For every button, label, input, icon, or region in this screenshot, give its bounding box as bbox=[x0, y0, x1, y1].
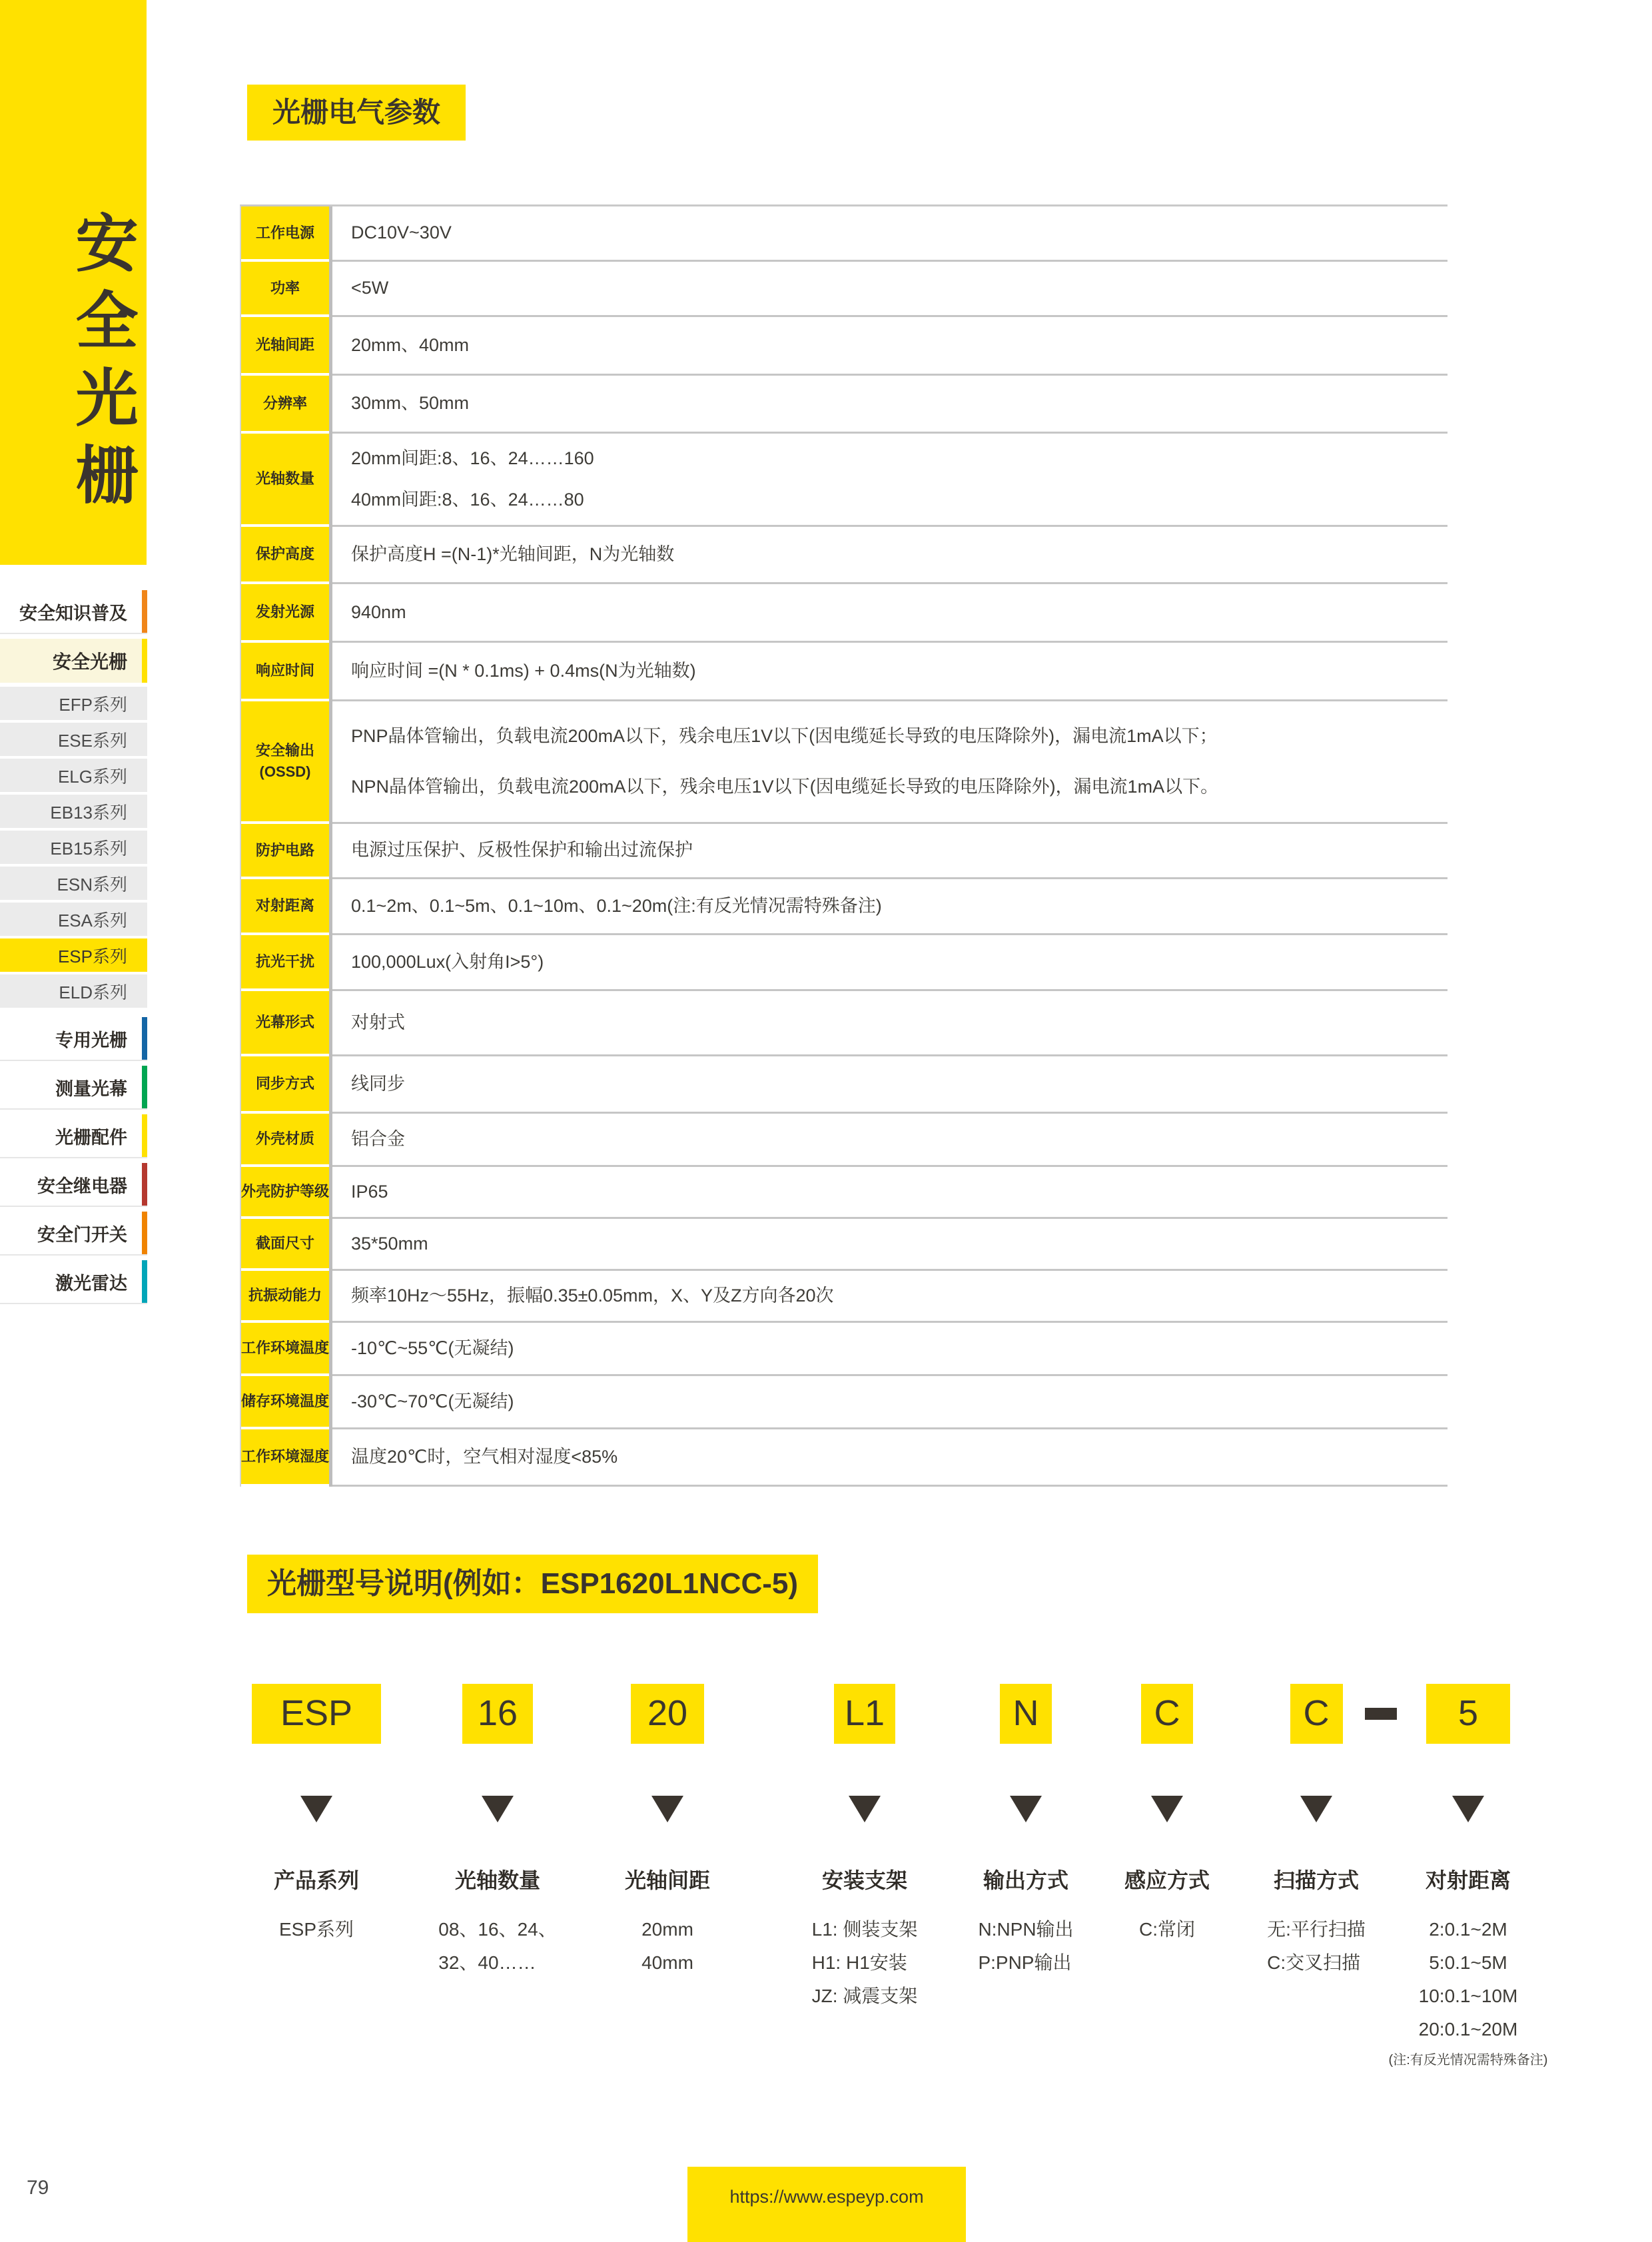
param-label: 功率 bbox=[241, 262, 329, 317]
model-column-sensing bbox=[1080, 1684, 1254, 1946]
sidebar-item-label: EB15系列 bbox=[50, 838, 127, 859]
param-label: 光幕形式 bbox=[241, 991, 329, 1056]
model-code-box: C bbox=[1290, 1684, 1343, 1744]
param-label: 分辨率 bbox=[241, 376, 329, 434]
param-label: 发射光源 bbox=[241, 584, 329, 643]
model-column-beam-pitch bbox=[581, 1684, 754, 1980]
model-column-note: (注:有反光情况需特殊备注) bbox=[1388, 2053, 1548, 2067]
param-label: 防护电路 bbox=[241, 824, 329, 879]
table-row bbox=[241, 1219, 1447, 1271]
param-value: DC10V~30V bbox=[332, 206, 1447, 262]
sidebar-nav bbox=[0, 590, 147, 1309]
param-value: 20mm、40mm bbox=[332, 317, 1447, 376]
nav-color-bar bbox=[142, 1066, 147, 1108]
table-row bbox=[241, 527, 1447, 584]
table-row bbox=[241, 1271, 1447, 1323]
sidebar-item-label: 安全继电器 bbox=[37, 1176, 127, 1196]
table-row bbox=[241, 1429, 1447, 1487]
sidebar-item-laser-radar[interactable] bbox=[0, 1260, 147, 1303]
section-title-model-explanation: 光栅型号说明(例如：ESP1620L1NCC-5) bbox=[247, 1555, 818, 1613]
sidebar-item-label: ELG系列 bbox=[57, 766, 127, 787]
sidebar-item-efp-series[interactable] bbox=[0, 687, 147, 720]
sidebar-item-label: 安全知识普及 bbox=[19, 603, 127, 623]
table-row bbox=[241, 1056, 1447, 1114]
model-column-desc: 20mm 40mm bbox=[641, 1919, 693, 1973]
page-number: 79 bbox=[27, 2177, 49, 2199]
param-value: 0.1~2m、0.1~5m、0.1~10m、0.1~20m(注:有反光情况需特殊备注) bbox=[332, 879, 1447, 935]
model-column-desc: N:NPN输出 P:PNP输出 bbox=[978, 1919, 1074, 1973]
param-label: 对射距离 bbox=[241, 879, 329, 935]
param-label: 抗振动能力 bbox=[241, 1271, 329, 1323]
model-code-box: C bbox=[1141, 1684, 1193, 1744]
model-column-label: 光轴间距 bbox=[624, 1868, 710, 1892]
sidebar-item-esp-series-active[interactable] bbox=[0, 938, 147, 972]
section-title-electrical-params: 光栅电气参数 bbox=[247, 85, 466, 141]
param-label: 外壳防护等级 bbox=[241, 1167, 329, 1219]
model-column-desc: 08、16、24、 32、40…… bbox=[438, 1919, 557, 1973]
sidebar-item-label: 安全门开关 bbox=[37, 1224, 127, 1245]
model-code-box: N bbox=[1000, 1684, 1052, 1744]
table-column-divider bbox=[329, 206, 332, 1487]
param-value: 35*50mm bbox=[332, 1219, 1447, 1271]
sidebar-item-label: ESP系列 bbox=[57, 946, 127, 966]
sidebar-item-esa-series[interactable] bbox=[0, 903, 147, 936]
model-column-label: 对射距离 bbox=[1425, 1868, 1511, 1892]
nav-color-bar bbox=[142, 1163, 147, 1206]
table-row bbox=[241, 206, 1447, 262]
param-label: 光轴间距 bbox=[241, 317, 329, 376]
nav-color-bar bbox=[142, 1260, 147, 1303]
param-label: 外壳材质 bbox=[241, 1114, 329, 1167]
nav-gap bbox=[0, 1010, 147, 1017]
param-value: -30℃~70℃(无凝结) bbox=[332, 1376, 1447, 1429]
table-row bbox=[241, 376, 1447, 434]
table-row bbox=[241, 317, 1447, 376]
sidebar-item-label: EFP系列 bbox=[59, 694, 127, 715]
sidebar-item-elg-series[interactable] bbox=[0, 759, 147, 792]
electrical-params-table bbox=[240, 204, 1447, 1487]
table-row bbox=[241, 262, 1447, 317]
model-column-range bbox=[1375, 1684, 1561, 2068]
table-row bbox=[241, 1376, 1447, 1429]
param-value: 940nm bbox=[332, 584, 1447, 643]
param-value: <5W bbox=[332, 262, 1447, 317]
param-value: 对射式 bbox=[332, 991, 1447, 1056]
sidebar-item-accessories[interactable] bbox=[0, 1114, 147, 1157]
nav-color-bar bbox=[142, 1212, 147, 1254]
param-label: 响应时间 bbox=[241, 643, 329, 701]
table-row bbox=[241, 879, 1447, 935]
model-column-label: 扫描方式 bbox=[1273, 1868, 1359, 1892]
model-column-desc: 无:平行扫描 C:交叉扫描 bbox=[1267, 1919, 1366, 1973]
triangle-down-icon bbox=[1151, 1796, 1183, 1822]
triangle-down-icon bbox=[849, 1796, 881, 1822]
param-label: 同步方式 bbox=[241, 1056, 329, 1114]
triangle-down-icon bbox=[1010, 1796, 1042, 1822]
param-value: 保护高度H =(N-1)*光轴间距，N为光轴数 bbox=[332, 527, 1447, 584]
model-column-label: 产品系列 bbox=[273, 1868, 359, 1892]
sidebar-item-label: 测量光幕 bbox=[55, 1078, 127, 1099]
param-value: 温度20℃时，空气相对湿度<85% bbox=[332, 1429, 1447, 1487]
nav-color-bar bbox=[142, 1114, 147, 1157]
param-value: IP65 bbox=[332, 1167, 1447, 1219]
param-value: 频率10Hz～55Hz，振幅0.35±0.05mm，X、Y及Z方向各20次 bbox=[332, 1271, 1447, 1323]
param-value: 响应时间 =(N * 0.1ms) + 0.4ms(N为光轴数) bbox=[332, 643, 1447, 701]
param-label: 工作环境湿度 bbox=[241, 1429, 329, 1487]
table-row bbox=[241, 434, 1447, 527]
nav-color-bar bbox=[142, 1017, 147, 1060]
sidebar-item-eb15-series[interactable] bbox=[0, 831, 147, 864]
sidebar-item-label: ELD系列 bbox=[59, 982, 127, 1002]
param-label: 光轴数量 bbox=[241, 434, 329, 527]
model-column-label: 安装支架 bbox=[821, 1868, 907, 1892]
param-label: 安全输出 (OSSD) bbox=[241, 701, 329, 824]
param-label: 保护高度 bbox=[241, 527, 329, 584]
model-column-beam-count bbox=[411, 1684, 584, 1980]
param-value: 30mm、50mm bbox=[332, 376, 1447, 434]
triangle-down-icon bbox=[482, 1796, 514, 1822]
sidebar-item-measuring-light-curtain[interactable] bbox=[0, 1066, 147, 1108]
model-column-desc: C:常闭 bbox=[1138, 1919, 1195, 1940]
param-label: 抗光干扰 bbox=[241, 935, 329, 991]
param-label: 截面尺寸 bbox=[241, 1219, 329, 1271]
triangle-down-icon bbox=[651, 1796, 683, 1822]
sidebar-item-label: 光栅配件 bbox=[55, 1127, 127, 1148]
nav-color-bar bbox=[142, 639, 147, 683]
table-row bbox=[241, 1323, 1447, 1376]
nav-color-bar bbox=[142, 590, 147, 633]
model-column-desc: 2:0.1~2M 5:0.1~5M 10:0.1~10M 20:0.1~20M bbox=[1418, 1919, 1518, 2040]
table-row bbox=[241, 824, 1447, 879]
model-column-label: 感应方式 bbox=[1124, 1868, 1210, 1892]
sidebar-item-label: 激光雷达 bbox=[55, 1273, 127, 1294]
param-label: 工作环境温度 bbox=[241, 1323, 329, 1376]
param-value: 电源过压保护、反极性保护和输出过流保护 bbox=[332, 824, 1447, 879]
model-code-box: ESP bbox=[252, 1684, 381, 1744]
model-column-bracket bbox=[771, 1684, 958, 2013]
model-code-box: L1 bbox=[834, 1684, 895, 1744]
sidebar-item-label: ESE系列 bbox=[57, 730, 127, 751]
model-column-label: 光轴数量 bbox=[454, 1868, 540, 1892]
sidebar-item-label: ESN系列 bbox=[57, 874, 127, 895]
sidebar-item-ese-series[interactable] bbox=[0, 723, 147, 756]
param-label: 工作电源 bbox=[241, 206, 329, 262]
param-value: 铝合金 bbox=[332, 1114, 1447, 1167]
table-row bbox=[241, 584, 1447, 643]
param-value: 100,000Lux(入射角I>5°) bbox=[332, 935, 1447, 991]
sidebar-item-label: 专用光栅 bbox=[55, 1030, 127, 1050]
sidebar-item-eb13-series[interactable] bbox=[0, 795, 147, 828]
table-row bbox=[241, 701, 1447, 824]
triangle-down-icon bbox=[300, 1796, 332, 1822]
sidebar-item-label: ESA系列 bbox=[57, 910, 127, 931]
model-column-desc: ESP系列 bbox=[278, 1919, 354, 1940]
param-value: 20mm间距:8、16、24……160 40mm间距:8、16、24……80 bbox=[332, 434, 1447, 527]
param-value: 线同步 bbox=[332, 1056, 1447, 1114]
table-row bbox=[241, 1167, 1447, 1219]
model-column-series bbox=[230, 1684, 403, 1946]
table-row bbox=[241, 643, 1447, 701]
sidebar-item-safety-door-switch[interactable] bbox=[0, 1212, 147, 1254]
sidebar-item-eld-series[interactable] bbox=[0, 974, 147, 1008]
table-row bbox=[241, 1114, 1447, 1167]
sidebar-item-safety-relay[interactable] bbox=[0, 1163, 147, 1206]
param-value: PNP晶体管输出，负载电流200mA以下，残余电压1V以下(因电缆延长导致的电压降除外)，漏电流1mA以下； NPN晶体管输出，负载电流200mA以下，残余电压1V以下(因电缆延长导致的电压降除外)，漏电流1mA以下。 bbox=[332, 701, 1447, 824]
sidebar-item-esn-series[interactable] bbox=[0, 867, 147, 900]
triangle-down-icon bbox=[1452, 1796, 1484, 1822]
sidebar-item-safety-light-curtain[interactable] bbox=[0, 639, 147, 683]
model-column-desc: L1: 侧装支架 H1: H1安装 JZ: 减震支架 bbox=[811, 1919, 918, 2006]
model-code-box: 16 bbox=[462, 1684, 533, 1744]
website-url[interactable]: https://www.espeyp.com bbox=[687, 2167, 966, 2242]
sidebar-item-label: EB13系列 bbox=[50, 802, 127, 823]
model-code-box: 20 bbox=[631, 1684, 704, 1744]
table-row bbox=[241, 935, 1447, 991]
sidebar-item-safety-knowledge[interactable] bbox=[0, 590, 147, 633]
param-label: 储存环境温度 bbox=[241, 1376, 329, 1429]
sidebar-item-label: 安全光栅 bbox=[52, 651, 127, 672]
param-value: -10℃~55℃(无凝结) bbox=[332, 1323, 1447, 1376]
model-column-label: 输出方式 bbox=[983, 1868, 1068, 1892]
table-row bbox=[241, 991, 1447, 1056]
sidebar-item-special-light-curtain[interactable] bbox=[0, 1017, 147, 1060]
model-code-box: 5 bbox=[1426, 1684, 1510, 1744]
triangle-down-icon bbox=[1300, 1796, 1332, 1822]
sidebar-vertical-title: 安全光栅 bbox=[67, 210, 137, 520]
